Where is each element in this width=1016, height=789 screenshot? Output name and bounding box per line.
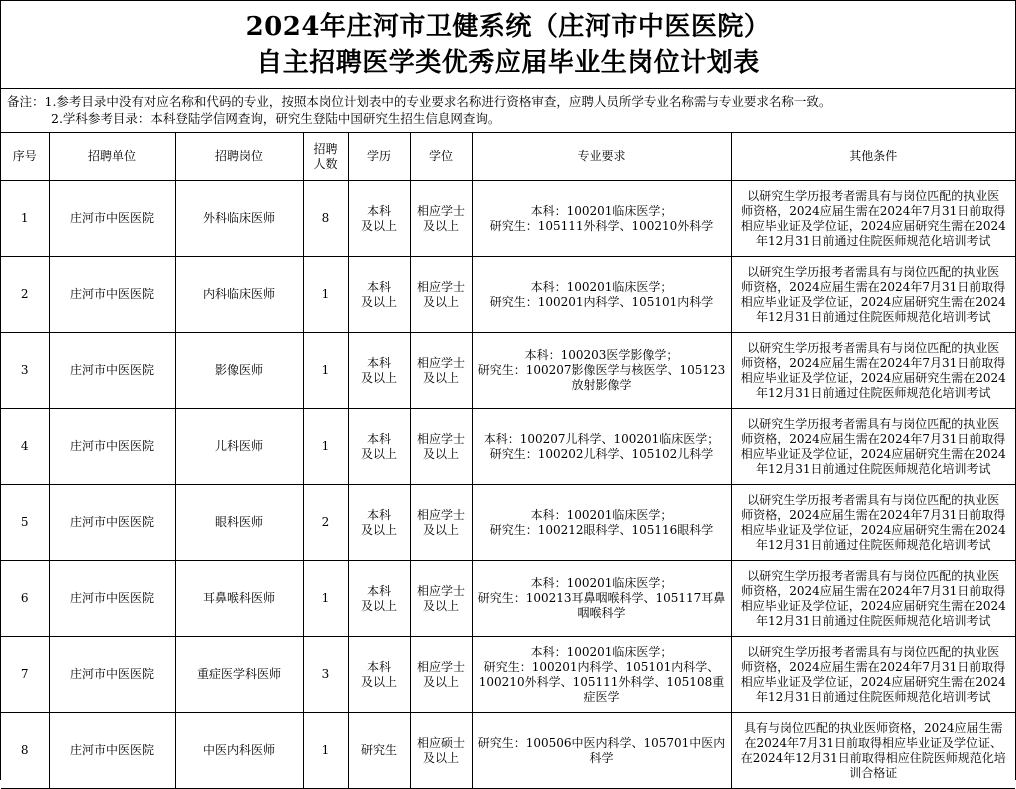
cell-other-line: 相应毕业证及学位证，2024应届研究生需在2024	[740, 522, 1006, 537]
table-row	[1, 713, 1015, 789]
cell-edu-line: 本科	[366, 507, 391, 522]
cell-edu-line: 及以上	[360, 294, 397, 309]
cell-other	[731, 637, 1015, 713]
cell-post: 内科临床医师	[175, 257, 303, 333]
cell-degree-line: 及以上	[422, 598, 459, 613]
cell-edu-line: 研究生	[360, 743, 397, 757]
cell-other-line: 相应毕业证及学位证，2024应届研究生需在2024	[740, 598, 1006, 613]
cell-seq: 6	[1, 561, 49, 637]
cell-degree-line: 相应学士	[416, 355, 465, 370]
cell-degree-line: 及以上	[422, 750, 459, 765]
cell-other-line: 年12月31日前通过住院医师规范化培训考试	[755, 385, 991, 400]
cell-edu	[348, 561, 410, 637]
cell-edu-line: 及以上	[360, 522, 397, 537]
cell-degree-line: 相应学士	[416, 583, 465, 598]
cell-seq: 4	[1, 409, 49, 485]
cell-other	[731, 485, 1015, 561]
cell-other	[731, 257, 1015, 333]
cell-other	[731, 181, 1015, 257]
cell-major-line: 研究生：100212眼科学、105116眼科学	[489, 522, 714, 537]
note-line-2: 2.学科参考目录：本科登陆学信网查询，研究生登陆中国研究生招生信息网查询。	[51, 111, 501, 126]
cell-edu-line: 及以上	[360, 218, 397, 233]
cell-degree-line: 相应学士	[416, 659, 465, 674]
cell-degree-line: 相应学士	[416, 431, 465, 446]
cell-seq: 5	[1, 485, 49, 561]
cell-degree-line: 相应学士	[416, 507, 465, 522]
cell-major-line: 咽喉科学	[577, 606, 626, 620]
cell-major-line: 100210外科学、105111外科学、105108重	[478, 674, 725, 689]
table-row	[1, 257, 1015, 333]
header-count: 招聘 人数	[303, 133, 348, 181]
cell-other-line: 相应毕业证及学位证，2024应届研究生需在2024	[740, 218, 1006, 233]
cell-degree	[410, 561, 472, 637]
cell-major	[472, 257, 731, 333]
cell-post: 外科临床医师	[175, 181, 303, 257]
cell-seq: 7	[1, 637, 49, 713]
cell-major-line: 本科：100201临床医学；	[530, 279, 673, 294]
cell-other-line: 师资格，2024应届生需在2024年7月31日前取得	[741, 203, 1006, 218]
cell-degree-line: 及以上	[422, 218, 459, 233]
cell-unit: 庄河市中医医院	[49, 409, 175, 485]
cell-edu-line: 本科	[366, 203, 391, 218]
cell-degree	[410, 713, 472, 789]
table-row	[1, 485, 1015, 561]
cell-unit: 庄河市中医医院	[49, 181, 175, 257]
cell-post: 耳鼻喉科医师	[175, 561, 303, 637]
cell-edu-line: 本科	[366, 431, 391, 446]
cell-major-line: 症医学	[583, 689, 620, 704]
cell-unit: 庄河市中医医院	[49, 713, 175, 789]
cell-degree	[410, 333, 472, 409]
document-title	[1, 1, 1015, 89]
cell-major-line: 研究生：100213耳鼻咽喉科学、105117耳鼻	[477, 591, 726, 605]
cell-other-line: 师资格，2024应届生需在2024年7月31日前取得	[741, 583, 1006, 598]
cell-edu	[348, 485, 410, 561]
cell-edu-line: 本科	[366, 583, 391, 598]
cell-edu	[348, 333, 410, 409]
cell-major	[472, 409, 731, 485]
cell-post: 眼科医师	[175, 485, 303, 561]
cell-other-line: 师资格，2024应届生需在2024年7月31日前取得	[741, 279, 1006, 294]
cell-degree-line: 相应学士	[416, 203, 465, 218]
cell-degree-line: 相应硕士	[416, 735, 465, 750]
header-degree: 学位	[410, 133, 472, 181]
cell-other-line: 具有与岗位匹配的执业医师资格，2024应届生需	[743, 720, 1003, 735]
cell-unit: 庄河市中医医院	[49, 561, 175, 637]
cell-seq: 2	[1, 257, 49, 333]
cell-post: 儿科医师	[175, 409, 303, 485]
cell-count: 3	[303, 637, 348, 713]
cell-other-line: 相应毕业证及学位证，2024应届研究生需在2024	[740, 294, 1006, 309]
cell-major-line: 研究生：100506中医内科学、105701中医内	[477, 735, 726, 750]
cell-count: 1	[303, 409, 348, 485]
table-row	[1, 409, 1015, 485]
cell-edu-line: 及以上	[360, 674, 397, 689]
cell-other-line: 相应毕业证及学位证，2024应届研究生需在2024	[740, 370, 1006, 385]
title-line-2: 自主招聘医学类优秀应届毕业生岗位计划表	[256, 47, 760, 78]
cell-other-line: 训合格证	[849, 765, 898, 780]
cell-edu	[348, 257, 410, 333]
cell-other	[731, 561, 1015, 637]
header-edu: 学历	[348, 133, 410, 181]
cell-count: 1	[303, 561, 348, 637]
cell-edu-line: 本科	[366, 659, 391, 674]
cell-unit: 庄河市中医医院	[49, 333, 175, 409]
cell-other-line: 年12月31日前通过住院医师规范化培训考试	[755, 461, 991, 476]
title-line-1: 2024年庄河市卫健系统（庄河市中医医院）	[245, 11, 771, 42]
cell-other-line: 以研究生学历报考者需具有与岗位匹配的执业医	[747, 492, 1000, 507]
cell-edu	[348, 713, 410, 789]
cell-edu-line: 本科	[366, 355, 391, 370]
cell-post: 影像医师	[175, 333, 303, 409]
cell-other	[731, 333, 1015, 409]
cell-other-line: 在2024年7月31日前取得相应毕业证及学位证、	[744, 735, 1002, 750]
cell-edu-line: 及以上	[360, 370, 397, 385]
cell-major-line: 研究生：100201内科学、105101内科学	[489, 294, 714, 309]
cell-other	[731, 409, 1015, 485]
cell-major-line: 研究生：100202儿科学、105102儿科学	[489, 446, 714, 461]
cell-edu	[348, 637, 410, 713]
cell-other-line: 以研究生学历报考者需具有与岗位匹配的执业医	[747, 340, 1000, 355]
cell-other-line: 以研究生学历报考者需具有与岗位匹配的执业医	[747, 416, 1000, 431]
cell-major-line: 研究生：100201内科学、105101内科学、	[483, 659, 720, 674]
cell-other-line: 相应毕业证及学位证，2024应届研究生需在2024	[740, 674, 1006, 689]
cell-other-line: 以研究生学历报考者需具有与岗位匹配的执业医	[747, 188, 1000, 203]
cell-other-line: 年12月31日前通过住院医师规范化培训考试	[755, 233, 991, 248]
cell-degree-line: 及以上	[422, 446, 459, 461]
cell-degree	[410, 485, 472, 561]
cell-edu	[348, 409, 410, 485]
cell-major	[472, 333, 731, 409]
cell-major	[472, 713, 731, 789]
cell-major	[472, 485, 731, 561]
cell-other-line: 师资格，2024应届生需在2024年7月31日前取得	[741, 507, 1006, 522]
cell-other-line: 以研究生学历报考者需具有与岗位匹配的执业医	[747, 644, 1000, 659]
cell-count: 2	[303, 485, 348, 561]
cell-degree	[410, 637, 472, 713]
cell-degree	[410, 409, 472, 485]
cell-other-line: 年12月31日前通过住院医师规范化培训考试	[755, 689, 991, 704]
cell-other-line: 以研究生学历报考者需具有与岗位匹配的执业医	[747, 264, 1000, 279]
cell-other-line: 年12月31日前通过住院医师规范化培训考试	[755, 309, 991, 324]
header-major: 专业要求	[472, 133, 731, 181]
cell-edu	[348, 181, 410, 257]
table-row	[1, 333, 1015, 409]
cell-major	[472, 181, 731, 257]
table-row	[1, 181, 1015, 257]
cell-other-line: 师资格，2024应届生需在2024年7月31日前取得	[741, 659, 1006, 674]
cell-degree-line: 及以上	[422, 674, 459, 689]
cell-unit: 庄河市中医医院	[49, 637, 175, 713]
cell-edu-line: 及以上	[360, 446, 397, 461]
positions-table	[1, 133, 1015, 789]
cell-degree-line: 及以上	[422, 294, 459, 309]
cell-post: 中医内科医师	[175, 713, 303, 789]
cell-other-line: 相应毕业证及学位证，2024应届研究生需在2024	[740, 446, 1006, 461]
header-other: 其他条件	[731, 133, 1015, 181]
header-post: 招聘岗位	[175, 133, 303, 181]
cell-unit: 庄河市中医医院	[49, 485, 175, 561]
cell-degree	[410, 181, 472, 257]
cell-post: 重症医学科医师	[175, 637, 303, 713]
cell-other-line: 年12月31日前通过住院医师规范化培训考试	[755, 537, 991, 552]
cell-major-line: 本科：100203医学影像学；	[524, 348, 679, 362]
note-line-1: 备注：1.参考目录中没有对应名称和代码的专业，按照本岗位计划表中的专业要求名称进行资格审查，应聘人员所学专业名称需与专业要求名称一致。	[7, 94, 832, 109]
header-seq: 序号	[1, 133, 49, 181]
cell-count: 8	[303, 181, 348, 257]
cell-seq: 1	[1, 181, 49, 257]
cell-other-line: 年12月31日前通过住院医师规范化培训考试	[755, 613, 991, 628]
cell-other-line: 以研究生学历报考者需具有与岗位匹配的执业医	[747, 568, 1000, 583]
cell-seq: 8	[1, 713, 49, 789]
cell-major	[472, 637, 731, 713]
cell-other-line: 师资格，2024应届生需在2024年7月31日前取得	[741, 355, 1006, 370]
cell-other-line: 师资格，2024应届生需在2024年7月31日前取得	[741, 431, 1006, 446]
cell-major-line: 研究生：100207影像医学与核医学、105123	[477, 363, 726, 377]
cell-count: 1	[303, 713, 348, 789]
cell-degree-line: 及以上	[422, 370, 459, 385]
cell-major-line: 本科：100201临床医学；	[530, 576, 673, 590]
cell-other	[731, 713, 1015, 789]
cell-other-line: 在2024年12月31日前取得相应住院医师规范化培	[740, 750, 1006, 765]
table-header-row	[1, 133, 1015, 181]
table-row	[1, 561, 1015, 637]
cell-major-line: 研究生：105111外科学、100210外科学	[489, 218, 714, 233]
cell-major-line: 本科：100207儿科学、100201临床医学；	[483, 431, 720, 446]
cell-major	[472, 561, 731, 637]
cell-count: 1	[303, 333, 348, 409]
cell-seq: 3	[1, 333, 49, 409]
cell-major-line: 本科：100201临床医学；	[530, 644, 673, 659]
cell-degree-line: 及以上	[422, 522, 459, 537]
cell-major-line: 本科：100201临床医学；	[530, 507, 673, 522]
cell-degree	[410, 257, 472, 333]
header-unit: 招聘单位	[49, 133, 175, 181]
cell-major-line: 放射影像学	[571, 378, 632, 392]
cell-edu-line: 本科	[366, 279, 391, 294]
cell-degree-line: 相应学士	[416, 279, 465, 294]
cell-count: 1	[303, 257, 348, 333]
notes-section	[1, 89, 1015, 133]
cell-edu-line: 及以上	[360, 598, 397, 613]
cell-major-line: 本科：100201临床医学；	[530, 203, 673, 218]
cell-major-line: 科学	[589, 750, 614, 765]
table-row	[1, 637, 1015, 713]
cell-unit: 庄河市中医医院	[49, 257, 175, 333]
